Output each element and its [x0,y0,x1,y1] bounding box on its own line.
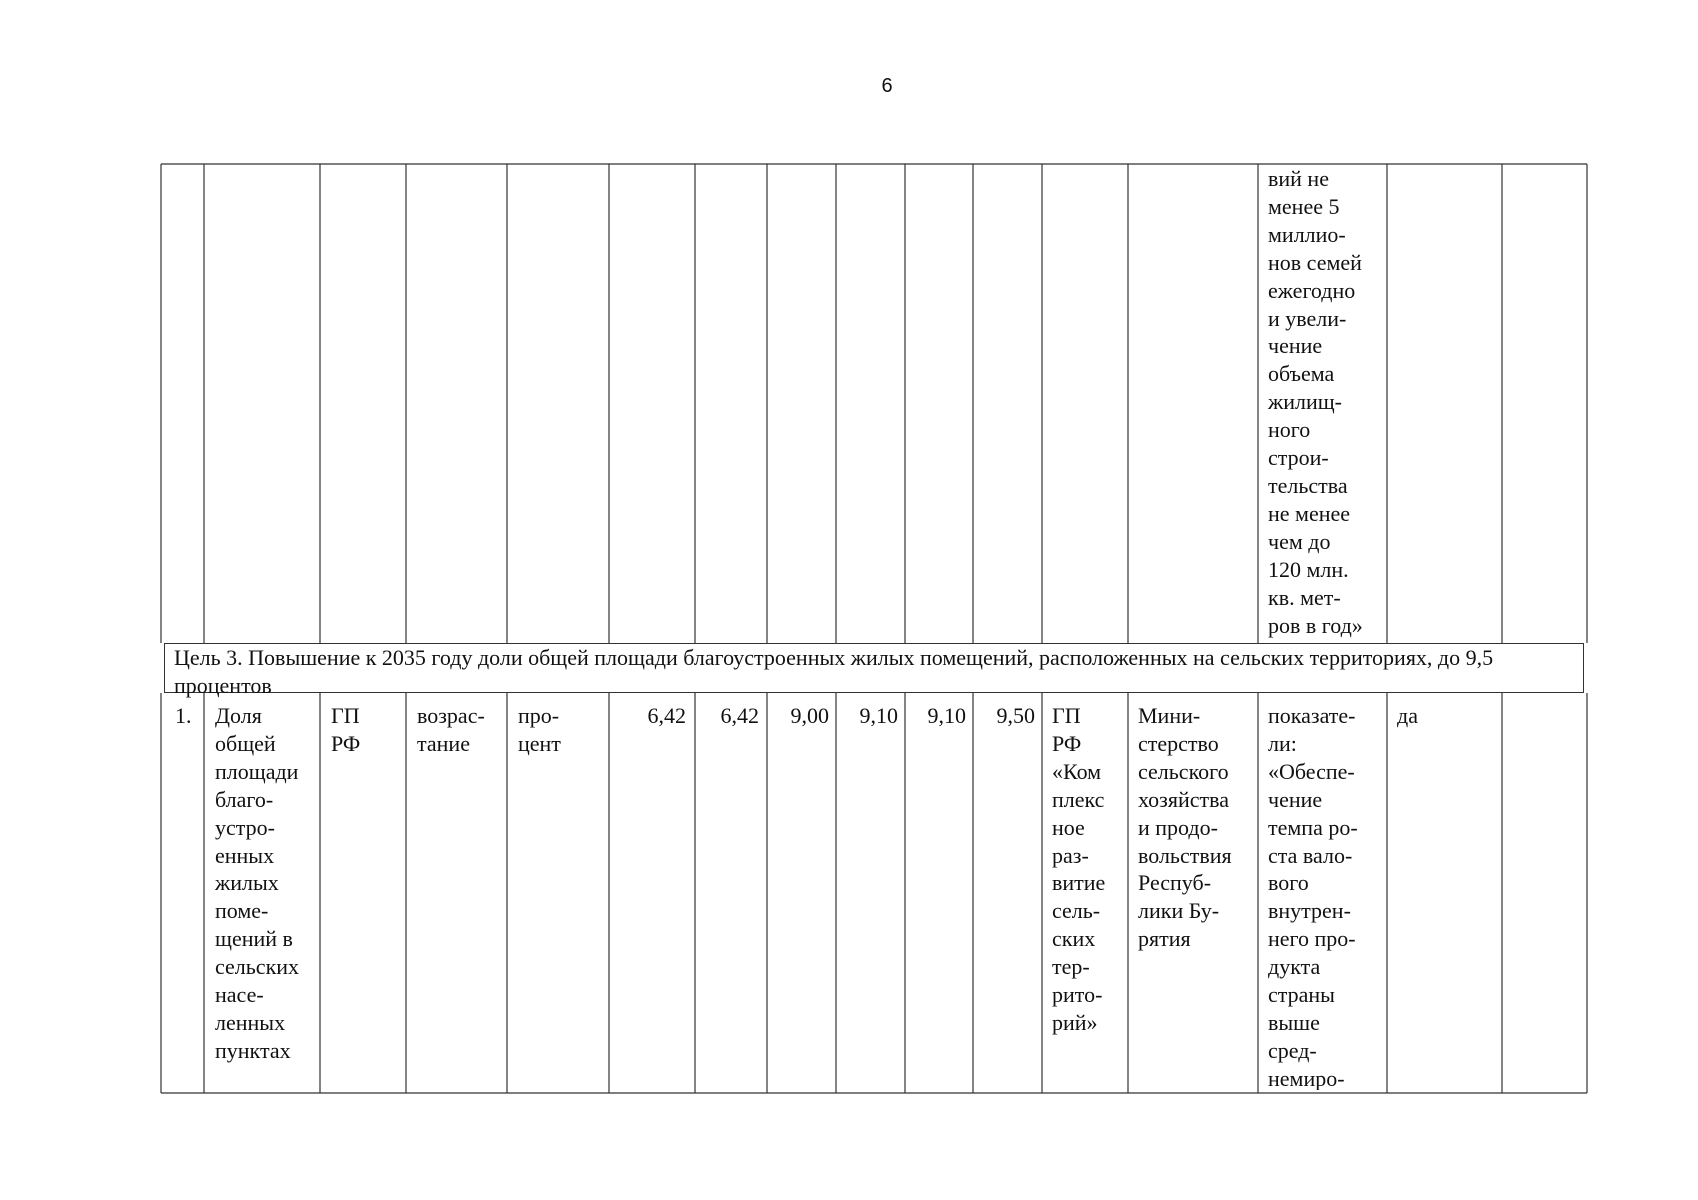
responsible-cell: Мини- стерство сельского хозяйства и продо- вольствия Респуб- лики Бу- рятия [1138,703,1232,952]
row-number-cell: 1. [175,703,192,728]
continuation-notes-cell: вий не менее 5 миллио- нов семей ежегодно и увели- чение объема жилищ- ного строи- тельства не менее чем до 120 млн. кв. мет- ров в год» [1268,166,1363,638]
goal-text: Цель 3. Повышение к 2035 году доли общей площади благоустроенных жилых помещений, расположенных на сельских территориях, до 9,5 процентов [174,645,1494,698]
page-number: 6 [881,75,893,97]
value-cell: 6,42 [720,703,759,728]
value-cell: 9,10 [859,703,898,728]
unit-cell: про- цент [518,703,561,756]
trend-cell: возрас- тание [417,703,485,756]
source-cell: ГП РФ [331,703,361,756]
indicator-name-cell: Доля общей площади благо- устро- енных жилых поме- щений в сельских насе- ленных пунктах [215,703,300,1063]
value-cell: 9,10 [927,703,966,728]
value-cell: 9,00 [790,703,829,728]
program-cell: ГП РФ «Ком плекс ное раз- витие сель- ских тер- рито- рий» [1052,703,1106,1035]
flag-cell: да [1397,703,1418,728]
value-cell: 6,42 [647,703,686,728]
value-cell: 9,50 [996,703,1035,728]
link-cell: показате- ли: «Обеспе- чение темпа ро- ста вало- вого внутрен- него про- дукта страны выше сред- немиро- [1268,703,1358,1090]
